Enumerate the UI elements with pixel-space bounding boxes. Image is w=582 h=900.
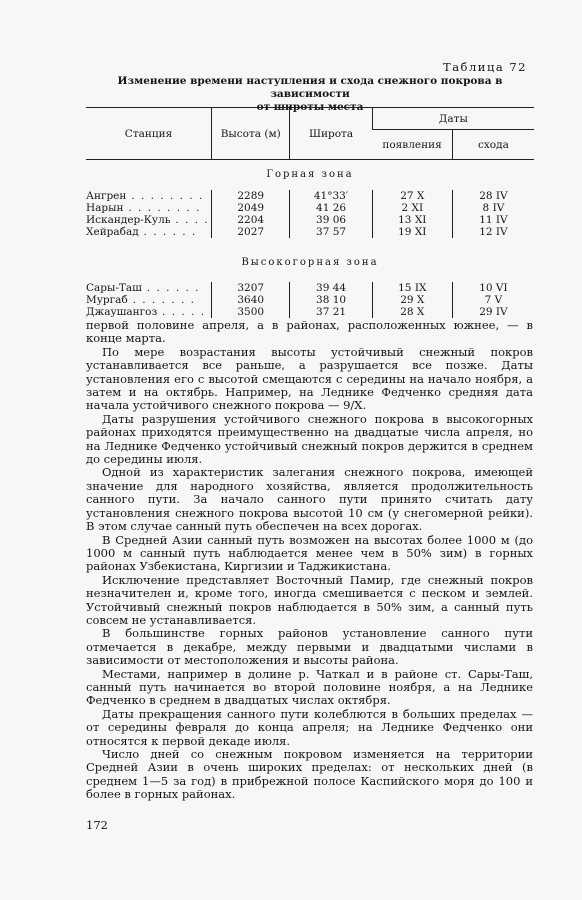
appear-cell: 2 XI	[372, 202, 452, 214]
station-name: Ангрен	[86, 190, 127, 202]
latitude-cell: 37 57	[290, 226, 372, 238]
page-number: 172	[86, 818, 108, 832]
table-row	[86, 190, 534, 202]
dot-leader: . . . . . . . .	[123, 202, 201, 214]
paragraph: Исключение представляет Восточный Памир, где снежный покров незначителен и, кроме того, иногда смешивается с песком и землей. Устойчивый снежный покров наблюдается в 50% зим, а санный путь совсем не устанавливается.	[86, 572, 533, 627]
paragraph: Число дней со снежным покровом изменяется на территории Средней Азии в очень широких пределах: от нескольких дней (в среднем 1—5 за год) в прибрежной полосе Каспийского моря до 100 и более в горных районах.	[86, 747, 533, 802]
dot-leader: . . . .	[170, 214, 210, 226]
header-melt: схода	[452, 130, 534, 160]
height-cell: 2289	[212, 190, 290, 202]
dot-leader: . . . . . . .	[127, 294, 196, 306]
zone-title: Высокогорная зона	[241, 257, 379, 268]
melt-cell: 8 IV	[452, 202, 534, 214]
melt-cell: 28 IV	[452, 190, 534, 202]
appear-cell: 28 X	[372, 306, 452, 318]
melt-cell: 11 IV	[452, 214, 534, 226]
header-station: Станция	[86, 108, 212, 160]
melt-cell: 7 V	[452, 294, 534, 306]
station-name: Джаушангоз	[86, 306, 158, 318]
appear-cell: 15 IX	[372, 282, 452, 294]
snow-cover-table	[86, 107, 534, 318]
height-cell: 3207	[212, 282, 290, 294]
appear-cell: 13 XI	[372, 214, 452, 226]
station-name: Нарын	[86, 202, 124, 214]
table-row	[86, 294, 534, 306]
table-row	[86, 214, 534, 226]
melt-cell: 10 VI	[452, 282, 534, 294]
header-appear: появления	[372, 130, 452, 160]
appear-cell: 29 X	[372, 294, 452, 306]
body-text	[86, 319, 533, 802]
dot-leader: . . . . . .	[141, 282, 201, 294]
height-cell: 2027	[212, 226, 290, 238]
table-number: Таблица 72	[443, 60, 527, 74]
station-name: Искандер-Куль	[86, 214, 171, 226]
latitude-cell: 41 26	[290, 202, 372, 214]
header-height: Высота (м)	[212, 108, 290, 160]
caption-line-1: Изменение времени наступления и схода снежного покрова в зависимости	[117, 75, 503, 100]
station-name: Хейрабад	[86, 226, 139, 238]
latitude-cell: 37 21	[290, 306, 372, 318]
appear-cell: 19 XI	[372, 226, 452, 238]
melt-cell: 12 IV	[452, 226, 534, 238]
header-dates: Даты	[372, 108, 534, 130]
melt-cell: 29 IV	[452, 306, 534, 318]
paragraph: Даты прекращения санного пути колеблются в больших пределах — от середины февраля до конца апреля; на Леднике Федченко они относятся к первой декаде июля.	[86, 706, 533, 748]
zone-title: Горная зона	[266, 169, 354, 180]
paragraph: Местами, например в долине р. Чаткал и в районе ст. Сары-Таш, санный путь начинается во второй половине ноября, а на Леднике Федченко в среднем в двадцатых числах октября.	[86, 666, 533, 708]
station-name: Мургаб	[86, 294, 128, 306]
dot-leader: . . . . . .	[138, 226, 197, 238]
latitude-cell: 38 10	[290, 294, 372, 306]
dot-leader: . . . . .	[157, 306, 206, 318]
latitude-cell: 41°33′	[290, 190, 372, 202]
paragraph: Даты разрушения устойчивого снежного покрова в высокогорных районах приходятся преимущественно на двадцатые числа апреля, но на Леднике Федченко устойчивый снежный покров держится в среднем до середины июля.	[86, 411, 533, 467]
appear-cell: 27 X	[372, 190, 452, 202]
latitude-cell: 39 44	[290, 282, 372, 294]
height-cell: 2204	[212, 214, 290, 226]
paragraph: В большинстве горных районов установление санного пути отмечается в декабре, между первыми и двадцатыми числами в зависимости от местоположения и высоты района.	[86, 626, 533, 668]
header-latitude: Широта	[290, 108, 372, 160]
table-row	[86, 226, 534, 238]
table-row	[86, 306, 534, 318]
height-cell: 3640	[212, 294, 290, 306]
table-row	[86, 282, 534, 294]
paragraph: первой половине апреля, а в районах, расположенных южнее, — в конце марта.	[86, 318, 533, 346]
latitude-cell: 39 06	[290, 214, 372, 226]
paragraph: Одной из характеристик залегания снежного покрова, имеющей значение для народного хозяйства, является продолжительность санного пути. За начало санного пути принято считать дату установления снежного покрова высотой 10 см (у снегомерной рейки). В этом случае санный путь обеспечен на всех дорогах.	[86, 465, 533, 534]
caption-line-2: от широты места	[256, 101, 364, 113]
paragraph: В Средней Азии санный путь возможен на высотах более 1000 м (до 1000 м санный путь наблюдается менее чем в 50% зим) в горных районах Узбекистана, Киргизии и Таджикистана.	[86, 532, 533, 574]
table-row	[86, 202, 534, 214]
dot-leader: . . . . . . . .	[126, 190, 204, 202]
paragraph: По мере возрастания высоты устойчивый снежный покров устанавливается все раньше, а разрушается все позже. Даты установления его с высотой смещаются с середины на начало ноября, а затем и на октябрь. Например, на Леднике Федченко средняя дата начала устойчивого снежного покрова — 9/X.	[86, 344, 533, 413]
station-name: Сары-Таш	[86, 282, 142, 294]
height-cell: 2049	[212, 202, 290, 214]
height-cell: 3500	[212, 306, 290, 318]
